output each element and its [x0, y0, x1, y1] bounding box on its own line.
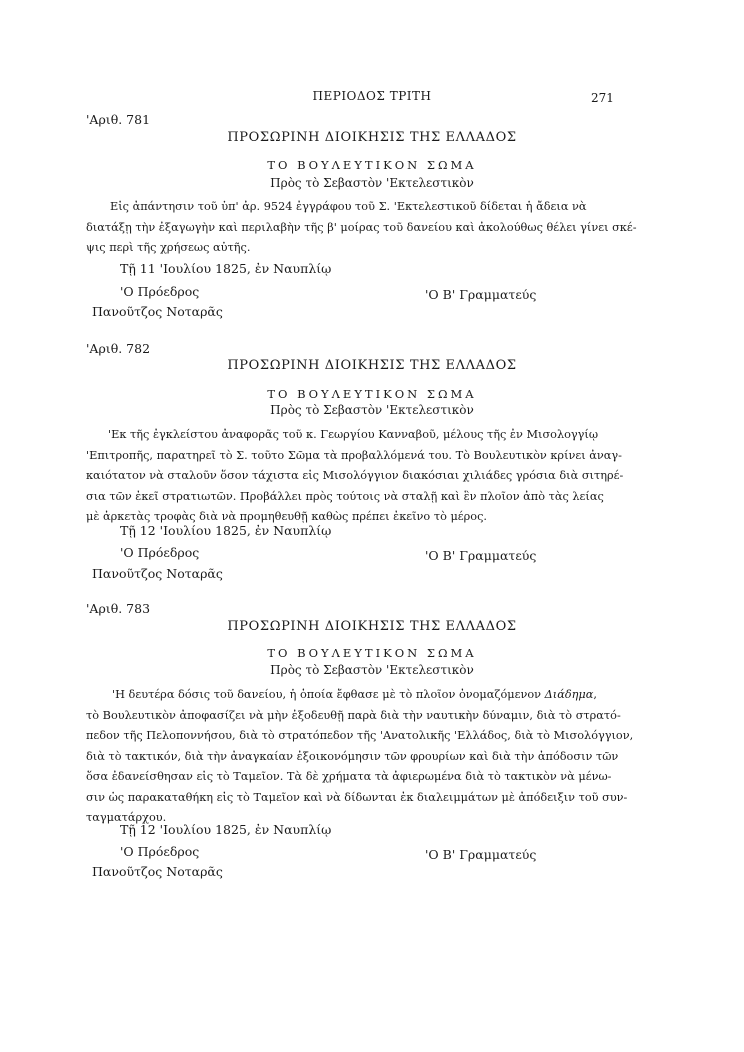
entry-heading: ΠΡΟΣΩΡΙΝΗ ΔΙΟΙΚΗΣΙΣ ΤΗΣ ΕΛΛΑΔΟΣ	[227, 130, 517, 145]
president-name: Πανοῦτζος Νοταρᾶς	[92, 566, 223, 581]
entry-date: Τῇ 12 'Ιουλίου 1825, ἐν Ναυπλίῳ	[120, 822, 332, 837]
body-line: 'Εκ τῆς ἐγκλείστου ἀναφορᾶς τοῦ κ. Γεωργίου Κανναβοῦ, μέλους τῆς ἐν Μισολογγίῳ	[108, 428, 599, 441]
body-line-text: ,	[593, 688, 597, 701]
issuing-body: ΤΟ ΒΟΥΛΕΥΤΙΚΟΝ ΣΩΜΑ	[267, 158, 477, 172]
body-line: σια τῶν ἐκεῖ στρατιωτῶν. Προβάλλει πρὸς τούτοις νὰ σταλῇ καὶ ἓν πλοῖον ἀπὸ τὰς λείας	[86, 489, 604, 503]
body-line	[86, 685, 616, 706]
entry-heading: ΠΡΟΣΩΡΙΝΗ ΔΙΟΙΚΗΣΙΣ ΤΗΣ ΕΛΛΑΔΟΣ	[227, 358, 517, 373]
entry-date: Τῇ 11 'Ιουλίου 1825, ἐν Ναυπλίῳ	[120, 261, 332, 276]
body-line: τὸ Βουλευτικὸν ἀποφασίζει νὰ μὴν ἐξοδευθῇ παρὰ διὰ τὴν ναυτικὴν δύναμιν, διὰ τὸ στρατό-	[86, 708, 621, 722]
body-line: διατάξῃ τὴν ἐξαγωγὴν καὶ περιλαβὴν τῆς β' μοίρας τοῦ δανείου καὶ ἀκολούθως θέλει γίνει σκέ-	[86, 220, 637, 234]
president-name: Πανοῦτζος Νοταρᾶς	[92, 864, 223, 879]
body-line: διὰ τὸ τακτικόν, διὰ τὴν ἀναγκαίαν ἐξοικονόμησιν τῶν φρουρίων καὶ διὰ τὴν ἀπόδοσιν τῶν	[86, 749, 619, 763]
entry-number: 'Αριθ. 781	[86, 112, 151, 127]
president-title: 'Ο Πρόεδρος	[120, 284, 200, 299]
body-line: 'Επιτροπῆς, παρατηρεῖ τὸ Σ. τοῦτο Σῶμα τὰ προβαλλόμενά του. Τὸ Βουλευτικὸν κρίνει ἀναγ-	[86, 448, 622, 462]
issuing-body: ΤΟ ΒΟΥΛΕΥΤΙΚΟΝ ΣΩΜΑ	[267, 646, 477, 660]
president-title: 'Ο Πρόεδρος	[120, 844, 200, 859]
entry-heading: ΠΡΟΣΩΡΙΝΗ ΔΙΟΙΚΗΣΙΣ ΤΗΣ ΕΛΛΑΔΟΣ	[227, 619, 517, 634]
body-line-text: 'Η δευτέρα δόσις τοῦ δανείου, ἡ ὁποία ἔφθασε μὲ τὸ πλοῖον ὀνομαζόμενον	[112, 688, 545, 701]
addressee: Πρὸς τὸ Σεβαστὸν 'Εκτελεστικὸν	[270, 176, 474, 190]
entry-number: 'Αριθ. 783	[86, 601, 151, 616]
addressee: Πρὸς τὸ Σεβαστὸν 'Εκτελεστικὸν	[270, 663, 474, 677]
entry-number: 'Αριθ. 782	[86, 341, 151, 356]
body-line: μὲ ἀρκετὰς τροφὰς διὰ νὰ προμηθευθῇ καθὼς πρέπει ἐκεῖνο τὸ μέρος.	[86, 510, 488, 523]
entry-body	[86, 425, 624, 528]
president-name: Πανοῦτζος Νοταρᾶς	[92, 304, 223, 319]
body-line: Εἰς ἀπάντησιν τοῦ ὑπ' ἀρ. 9524 ἐγγράφου τοῦ Σ. 'Εκτελεστικοῦ δίδεται ἡ ἄδεια νὰ	[110, 200, 587, 213]
entry-body	[86, 685, 634, 829]
secretary-title: 'Ο Β' Γραμματεύς	[425, 548, 537, 563]
secretary-title: 'Ο Β' Γραμματεύς	[425, 847, 537, 862]
ship-name: Διάδημα	[544, 688, 594, 701]
addressee: Πρὸς τὸ Σεβαστὸν 'Εκτελεστικὸν	[270, 403, 474, 417]
secretary-title: 'Ο Β' Γραμματεύς	[425, 287, 537, 302]
body-line: ψις περὶ τῆς χρήσεως αὐτῆς.	[86, 241, 251, 254]
body-line: πεδον τῆς Πελοποννήσου, διὰ τὸ στρατόπεδον τῆς 'Ανατολικῆς 'Ελλάδος, διὰ τὸ Μισολόγγιον,	[86, 729, 634, 742]
body-line: ὅσα ἐδανείσθησαν εἰς τὸ Ταμεῖον. Τὰ δὲ χρήματα τὰ ἀφιερωμένα διὰ τὸ τακτικὸν νὰ μένω-	[86, 770, 612, 783]
issuing-body: ΤΟ ΒΟΥΛΕΥΤΙΚΟΝ ΣΩΜΑ	[267, 387, 477, 401]
entry-date: Τῇ 12 'Ιουλίου 1825, ἐν Ναυπλίῳ	[120, 523, 332, 538]
body-line: καιότατον νὰ σταλοῦν ὅσον τάχιστα εἰς Μισολόγγιον διακόσιαι χιλιάδες γρόσια διὰ σιτηρέ-	[86, 469, 624, 482]
running-head: ΠΕΡΙΟΔΟΣ ΤΡΙΤΗ	[312, 89, 432, 103]
page-number: 271	[591, 91, 614, 105]
president-title: 'Ο Πρόεδρος	[120, 545, 200, 560]
body-line: ταγματάρχου.	[86, 811, 167, 824]
body-line: σιν ὡς παρακαταθήκη εἰς τὸ Ταμεῖον καὶ νὰ δίδωνται ἐκ διαλειμμάτων μὲ ἀπόδειξιν τοῦ συν-	[86, 790, 628, 804]
entry-body	[86, 197, 637, 259]
